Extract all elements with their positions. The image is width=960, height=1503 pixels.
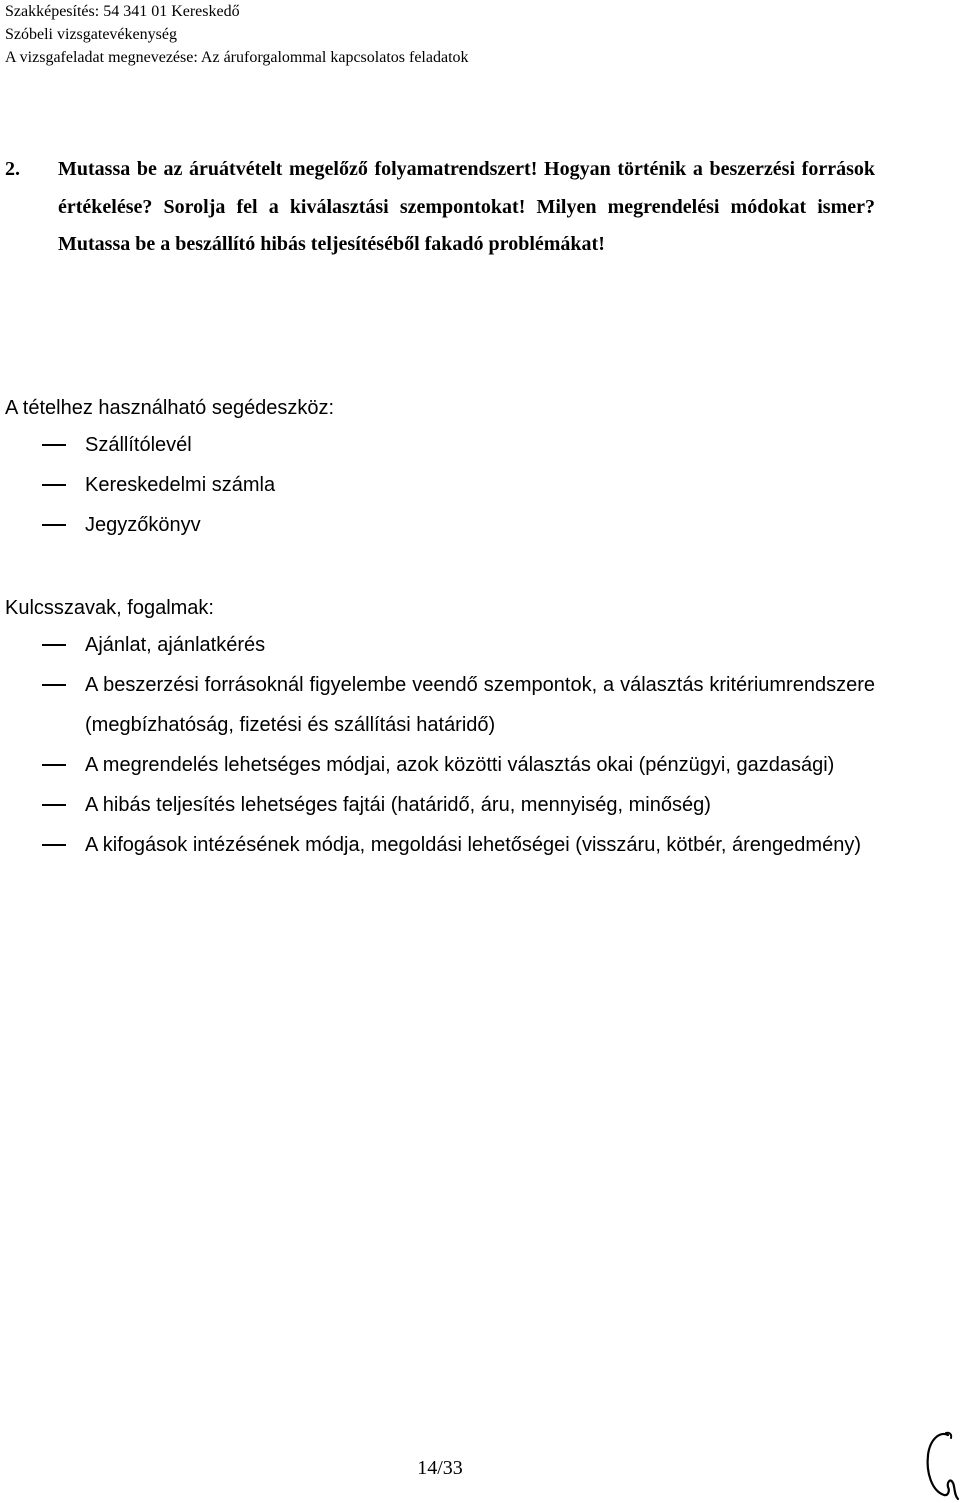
keyword-item: A kifogások intézésének módja, megoldási lehetőségei (visszáru, kötbér, árengedmény) — [85, 834, 861, 856]
question-text: Mutassa be az áruátvételt megelőző folyamatrendszert! Hogyan történik a beszerzési források értékelése? Sorolja fel a kiválasztási szempontokat! Milyen megrendelési módokat ismer? Mutassa be a beszállító hibás teljesítéséből fakadó problémákat! — [58, 158, 875, 255]
tool-item: Jegyzőkönyv — [85, 514, 201, 536]
header-task-name: A vizsgafeladat megnevezése: Az áruforgalommal kapcsolatos feladatok — [5, 49, 469, 66]
dash-bullet-icon — [42, 524, 66, 526]
list-item — [0, 425, 875, 465]
keyword-item: A hibás teljesítés lehetséges fajtái (határidő, áru, mennyiség, minőség) — [85, 794, 711, 816]
dash-bullet-icon — [42, 764, 66, 766]
list-item — [0, 625, 875, 665]
tool-item: Kereskedelmi számla — [85, 474, 276, 496]
dash-bullet-icon — [42, 444, 66, 446]
keywords-list — [0, 625, 875, 865]
list-item — [0, 505, 875, 545]
header-qualification: Szakképesítés: 54 341 01 Kereskedő — [5, 3, 240, 20]
dash-bullet-icon — [42, 684, 66, 686]
handwritten-signature-mark — [918, 1425, 960, 1503]
dash-bullet-icon — [42, 484, 66, 486]
header-exam-activity: Szóbeli vizsgatevékenység — [5, 26, 177, 43]
dash-bullet-icon — [42, 644, 66, 646]
dash-bullet-icon — [42, 804, 66, 806]
list-item — [0, 825, 875, 865]
list-item — [0, 785, 875, 825]
keyword-item: A beszerzési forrásoknál figyelembe veendő szempontok, a választás kritériumrendszere (megbízhatóság, fizetési és szállítási határidő) — [85, 674, 875, 736]
tools-list — [0, 425, 875, 545]
keyword-item: Ajánlat, ajánlatkérés — [85, 634, 266, 656]
question-number: 2. — [5, 158, 20, 180]
keyword-item: A megrendelés lehetséges módjai, azok közötti választás okai (pénzügyi, gazdasági) — [85, 754, 835, 776]
tool-item: Szállítólevél — [85, 434, 192, 456]
keywords-label: Kulcsszavak, fogalmak: — [5, 597, 214, 619]
list-item — [0, 465, 875, 505]
page-number: 14/33 — [417, 1457, 463, 1479]
list-item — [0, 745, 875, 785]
tools-label: A tételhez használható segédeszköz: — [5, 397, 335, 419]
dash-bullet-icon — [42, 844, 66, 846]
list-item — [0, 665, 875, 745]
document-header — [5, 0, 469, 69]
exam-question — [5, 151, 875, 264]
